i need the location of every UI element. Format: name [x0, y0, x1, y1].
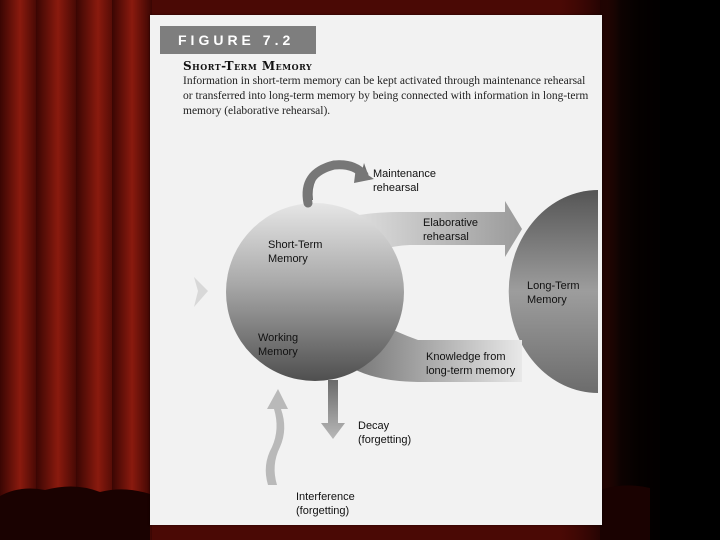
figure-caption: Information in short-term memory can be kept activated through maintenance rehearsal or transferred into long-term memory by being connected with information in long-term memory (elaborative rehearsal). [183, 75, 589, 117]
decay-arrow [321, 380, 345, 439]
short-term-memory-shape [226, 203, 404, 381]
working-memory-label: Working Memory [258, 332, 299, 358]
figure-page [150, 15, 602, 525]
interference-label: Interference (forgetting) [296, 491, 355, 517]
short-term-memory-label: Short-Term Memory [268, 239, 323, 265]
figure-title: Short-Term Memory [183, 59, 313, 73]
knowledge-label: Knowledge from long-term memory [426, 351, 516, 377]
long-term-memory-label: Long-Term Memory [527, 280, 580, 306]
decay-label: Decay (forgetting) [358, 420, 412, 446]
interference-arrow [266, 389, 288, 485]
memory-diagram [150, 15, 602, 525]
elaborative-rehearsal-label: Elaborative rehearsal [423, 217, 479, 243]
maintenance-rehearsal-label: Maintenance rehearsal [373, 168, 436, 194]
figure-tag: FIGURE 7.2 [160, 26, 316, 54]
input-arrow-icon [194, 277, 208, 307]
